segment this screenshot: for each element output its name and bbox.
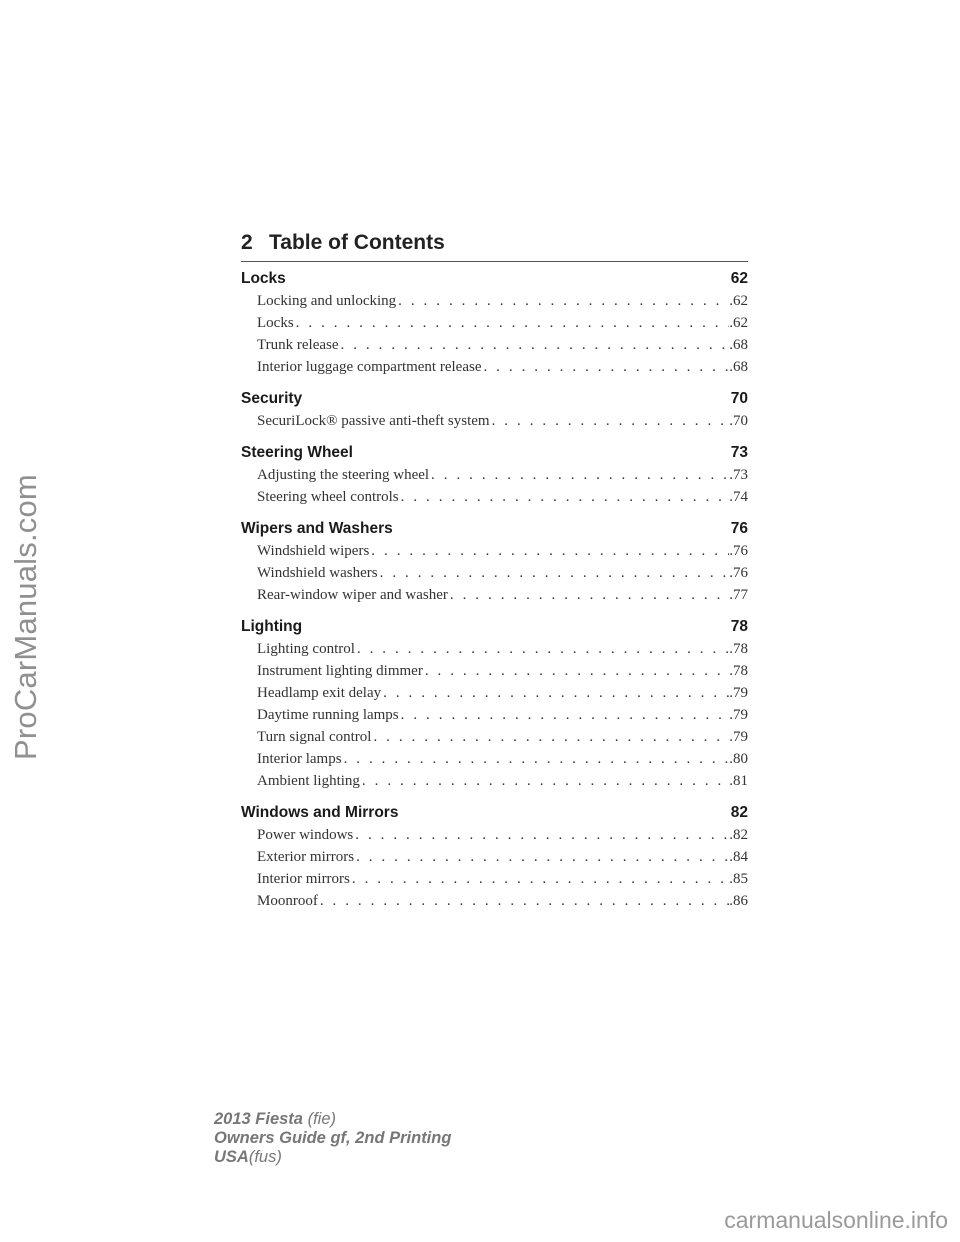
dot-leader <box>355 638 729 660</box>
entry-page-number: .78 <box>729 641 748 657</box>
toc-entry[interactable] <box>241 846 748 868</box>
entry-label: Interior mirrors <box>257 871 350 887</box>
dot-leader <box>396 290 729 312</box>
document-footer <box>214 1110 451 1167</box>
entry-page-number: .79 <box>729 707 748 723</box>
toc-entry[interactable] <box>241 312 748 334</box>
section-title: Steering Wheel <box>241 444 353 461</box>
entry-page-number: .76 <box>729 543 748 559</box>
dot-leader <box>481 356 729 378</box>
entry-page-number: .62 <box>729 293 748 309</box>
toc-entry[interactable] <box>241 290 748 312</box>
table-of-contents <box>241 268 748 922</box>
dot-leader <box>342 748 730 770</box>
entry-page-number: .80 <box>729 751 748 767</box>
entry-label: Ambient lighting <box>257 773 360 789</box>
entry-label: Exterior mirrors <box>257 849 355 865</box>
toc-entry[interactable] <box>241 682 748 704</box>
entry-label: Turn signal control <box>257 729 372 745</box>
dot-leader <box>448 584 729 606</box>
dot-leader <box>360 770 729 792</box>
dot-leader <box>369 540 729 562</box>
dot-leader <box>490 410 730 432</box>
entry-page-number: .81 <box>729 773 748 789</box>
section-title: Locks <box>241 270 286 287</box>
toc-section <box>241 388 748 432</box>
toc-section <box>241 802 748 912</box>
toc-entry[interactable] <box>241 356 748 378</box>
page-title: Table of Contents <box>269 231 445 254</box>
entry-page-number: .68 <box>729 359 748 375</box>
page-header <box>241 229 748 262</box>
entry-label: Windshield washers <box>257 565 378 581</box>
section-page-number: 73 <box>730 444 748 461</box>
dot-leader <box>429 464 729 486</box>
entry-label: Windshield wipers <box>257 543 370 559</box>
section-title: Wipers and Washers <box>241 520 393 537</box>
page-number: 2 <box>241 231 253 254</box>
entry-page-number: .79 <box>729 729 748 745</box>
dot-leader <box>423 660 729 682</box>
entry-label: Steering wheel controls <box>257 489 399 505</box>
section-page-number: 82 <box>730 804 748 821</box>
section-title: Lighting <box>241 618 303 635</box>
toc-section-heading[interactable] <box>241 802 748 824</box>
toc-section-heading[interactable] <box>241 518 748 540</box>
footer-guide: Owners Guide gf, 2nd Printing <box>214 1129 452 1147</box>
entry-page-number: .78 <box>729 663 748 679</box>
toc-section <box>241 268 748 378</box>
toc-entry[interactable] <box>241 890 748 912</box>
footer-market-code: (fus) <box>248 1148 282 1166</box>
entry-page-number: .85 <box>729 871 748 887</box>
toc-entry[interactable] <box>241 704 748 726</box>
dot-leader <box>381 682 729 704</box>
toc-entry[interactable] <box>241 410 748 432</box>
entry-page-number: .73 <box>729 467 748 483</box>
toc-entry[interactable] <box>241 748 748 770</box>
toc-section-heading[interactable] <box>241 268 748 290</box>
toc-section-heading[interactable] <box>241 442 748 464</box>
toc-entry[interactable] <box>241 562 748 584</box>
entry-label: Interior lamps <box>257 751 342 767</box>
toc-section-heading[interactable] <box>241 388 748 410</box>
dot-leader <box>294 312 730 334</box>
entry-label: Rear-window wiper and washer <box>257 587 448 603</box>
dot-leader <box>378 562 730 584</box>
toc-section <box>241 616 748 792</box>
entry-label: SecuriLock® passive anti-theft system <box>257 413 490 429</box>
toc-entry[interactable] <box>241 334 748 356</box>
entry-label: Daytime running lamps <box>257 707 399 723</box>
dot-leader <box>371 726 729 748</box>
toc-entry[interactable] <box>241 464 748 486</box>
toc-section <box>241 442 748 508</box>
entry-label: Lighting control <box>257 641 355 657</box>
entry-label: Locking and unlocking <box>257 293 397 309</box>
bottom-watermark: carmanualsonline.info <box>724 1207 948 1233</box>
dot-leader <box>318 890 729 912</box>
entry-label: Moonroof <box>257 893 318 909</box>
toc-entry[interactable] <box>241 486 748 508</box>
entry-label: Locks <box>257 315 294 331</box>
toc-entry[interactable] <box>241 540 748 562</box>
entry-page-number: .86 <box>729 893 748 909</box>
footer-market: USA <box>214 1148 249 1166</box>
toc-entry[interactable] <box>241 660 748 682</box>
entry-page-number: .62 <box>729 315 748 331</box>
side-watermark: ProCarManuals.com <box>8 474 43 760</box>
dot-leader <box>354 846 729 868</box>
section-page-number: 62 <box>730 270 748 287</box>
entry-page-number: .79 <box>729 685 748 701</box>
section-page-number: 78 <box>730 618 748 635</box>
entry-label: Instrument lighting dimmer <box>257 663 423 679</box>
entry-page-number: .68 <box>729 337 748 353</box>
toc-entry[interactable] <box>241 584 748 606</box>
toc-entry[interactable] <box>241 770 748 792</box>
entry-label: Trunk release <box>257 337 339 353</box>
entry-label: Power windows <box>257 827 354 843</box>
dot-leader <box>353 824 729 846</box>
section-page-number: 70 <box>730 390 748 407</box>
toc-entry[interactable] <box>241 638 748 660</box>
toc-entry[interactable] <box>241 868 748 890</box>
dot-leader <box>399 486 730 508</box>
entry-label: Interior luggage compartment release <box>257 359 482 375</box>
section-title: Security <box>241 390 303 407</box>
toc-section-heading[interactable] <box>241 616 748 638</box>
section-page-number: 76 <box>730 520 748 537</box>
entry-page-number: .84 <box>729 849 748 865</box>
entry-label: Adjusting the steering wheel <box>257 467 430 483</box>
footer-model: 2013 Fiesta <box>214 1110 303 1128</box>
dot-leader <box>339 334 730 356</box>
toc-entry[interactable] <box>241 726 748 748</box>
toc-section <box>241 518 748 606</box>
entry-label: Headlamp exit delay <box>257 685 382 701</box>
section-title: Windows and Mirrors <box>241 804 399 821</box>
entry-page-number: .82 <box>729 827 748 843</box>
entry-page-number: .70 <box>729 413 748 429</box>
footer-model-code: (fie) <box>307 1110 336 1128</box>
toc-entry[interactable] <box>241 824 748 846</box>
dot-leader <box>350 868 729 890</box>
entry-page-number: .77 <box>729 587 748 603</box>
dot-leader <box>399 704 730 726</box>
entry-page-number: .74 <box>729 489 748 505</box>
entry-page-number: .76 <box>729 565 748 581</box>
